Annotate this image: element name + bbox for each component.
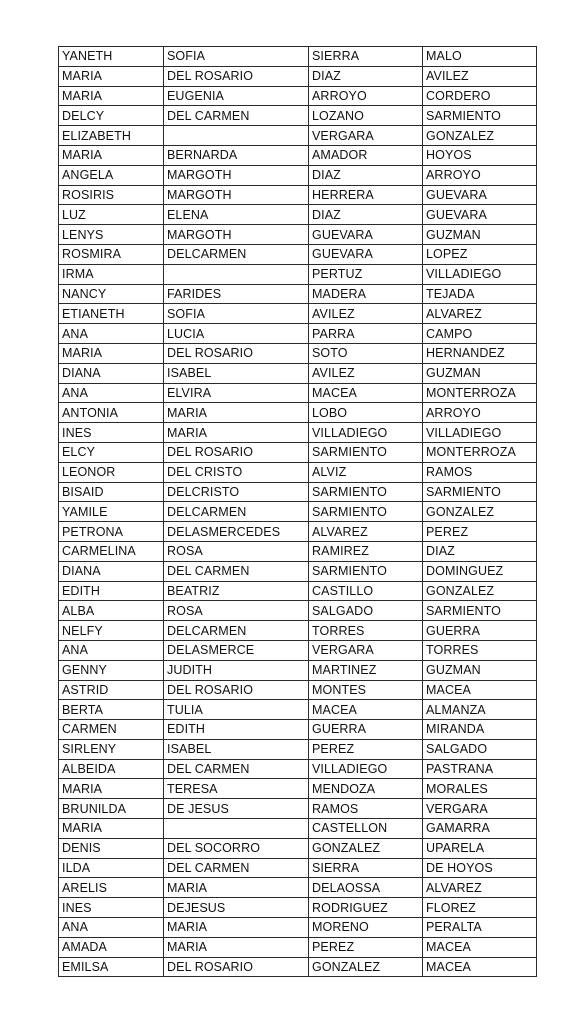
second-surname-cell: VERGARA — [423, 799, 537, 819]
table-row — [59, 304, 537, 324]
first-surname-cell: GUEVARA — [309, 225, 423, 245]
table-row — [59, 759, 537, 779]
first-surname-cell: GONZALEZ — [309, 838, 423, 858]
first-name-cell: DENIS — [59, 838, 164, 858]
second-surname-cell: GONZALEZ — [423, 581, 537, 601]
first-surname-cell: SARMIENTO — [309, 442, 423, 462]
table-row — [59, 541, 537, 561]
table-row — [59, 244, 537, 264]
first-surname-cell: CASTELLON — [309, 819, 423, 839]
first-name-cell: YANETH — [59, 47, 164, 67]
table-row — [59, 86, 537, 106]
first-name-cell: BRUNILDA — [59, 799, 164, 819]
table-row — [59, 185, 537, 205]
first-surname-cell: HERRERA — [309, 185, 423, 205]
second-surname-cell: MORALES — [423, 779, 537, 799]
middle-name-cell: EDITH — [164, 720, 309, 740]
middle-name-cell: DELCARMEN — [164, 621, 309, 641]
table-row — [59, 680, 537, 700]
middle-name-cell: DEL ROSARIO — [164, 66, 309, 86]
middle-name-cell: SOFIA — [164, 47, 309, 67]
table-row — [59, 937, 537, 957]
middle-name-cell: MARIA — [164, 403, 309, 423]
first-name-cell: ANGELA — [59, 165, 164, 185]
first-surname-cell: SOTO — [309, 343, 423, 363]
second-surname-cell: AVILEZ — [423, 66, 537, 86]
first-name-cell: ANA — [59, 324, 164, 344]
first-name-cell: MARIA — [59, 343, 164, 363]
second-surname-cell: GONZALEZ — [423, 502, 537, 522]
second-surname-cell: ARROYO — [423, 403, 537, 423]
middle-name-cell: BEATRIZ — [164, 581, 309, 601]
first-name-cell: CARMEN — [59, 720, 164, 740]
first-name-cell: NANCY — [59, 284, 164, 304]
first-name-cell: ANA — [59, 640, 164, 660]
table-row — [59, 858, 537, 878]
middle-name-cell: DEJESUS — [164, 898, 309, 918]
second-surname-cell: SARMIENTO — [423, 482, 537, 502]
first-surname-cell: MORENO — [309, 918, 423, 938]
first-surname-cell: ARROYO — [309, 86, 423, 106]
first-surname-cell: SIERRA — [309, 47, 423, 67]
middle-name-cell: ELENA — [164, 205, 309, 225]
middle-name-cell: DEL SOCORRO — [164, 838, 309, 858]
second-surname-cell: LOPEZ — [423, 244, 537, 264]
first-surname-cell: SARMIENTO — [309, 482, 423, 502]
middle-name-cell: ROSA — [164, 601, 309, 621]
first-surname-cell: SARMIENTO — [309, 502, 423, 522]
first-name-cell: IRMA — [59, 264, 164, 284]
middle-name-cell: DEL ROSARIO — [164, 957, 309, 977]
first-name-cell: MARIA — [59, 819, 164, 839]
second-surname-cell: DIAZ — [423, 541, 537, 561]
table-row — [59, 838, 537, 858]
table-row — [59, 621, 537, 641]
first-name-cell: PETRONA — [59, 522, 164, 542]
first-surname-cell: MACEA — [309, 383, 423, 403]
first-name-cell: ANA — [59, 383, 164, 403]
first-name-cell: MARIA — [59, 145, 164, 165]
first-name-cell: ANTONIA — [59, 403, 164, 423]
first-name-cell: ILDA — [59, 858, 164, 878]
second-surname-cell: PERALTA — [423, 918, 537, 938]
second-surname-cell: ARROYO — [423, 165, 537, 185]
second-surname-cell: HERNANDEZ — [423, 343, 537, 363]
first-surname-cell: ALVAREZ — [309, 522, 423, 542]
middle-name-cell: SOFIA — [164, 304, 309, 324]
table-row — [59, 106, 537, 126]
middle-name-cell: DEL ROSARIO — [164, 442, 309, 462]
middle-name-cell: DEL CRISTO — [164, 462, 309, 482]
middle-name-cell: DEL CARMEN — [164, 106, 309, 126]
table-row — [59, 918, 537, 938]
first-name-cell: GENNY — [59, 660, 164, 680]
first-name-cell: INES — [59, 423, 164, 443]
first-name-cell: ELCY — [59, 442, 164, 462]
first-surname-cell: ALVIZ — [309, 462, 423, 482]
middle-name-cell: MARIA — [164, 918, 309, 938]
first-name-cell: EMILSA — [59, 957, 164, 977]
middle-name-cell: LUCIA — [164, 324, 309, 344]
first-name-cell: ALBEIDA — [59, 759, 164, 779]
second-surname-cell: MONTERROZA — [423, 383, 537, 403]
second-surname-cell: MACEA — [423, 680, 537, 700]
first-surname-cell: PEREZ — [309, 739, 423, 759]
first-name-cell: LUZ — [59, 205, 164, 225]
second-surname-cell: ALMANZA — [423, 700, 537, 720]
middle-name-cell: DEL CARMEN — [164, 858, 309, 878]
second-surname-cell: GUZMAN — [423, 363, 537, 383]
first-surname-cell: SARMIENTO — [309, 561, 423, 581]
middle-name-cell: MARIA — [164, 878, 309, 898]
table-row — [59, 462, 537, 482]
table-row — [59, 145, 537, 165]
middle-name-cell: ROSA — [164, 541, 309, 561]
table-row — [59, 225, 537, 245]
first-name-cell: MARIA — [59, 66, 164, 86]
middle-name-cell: TERESA — [164, 779, 309, 799]
first-name-cell: DIANA — [59, 561, 164, 581]
first-surname-cell: AMADOR — [309, 145, 423, 165]
first-name-cell: MARIA — [59, 86, 164, 106]
table-row — [59, 502, 537, 522]
first-name-cell: SIRLENY — [59, 739, 164, 759]
second-surname-cell: MALO — [423, 47, 537, 67]
second-surname-cell: SALGADO — [423, 739, 537, 759]
second-surname-cell: TEJADA — [423, 284, 537, 304]
table-row — [59, 561, 537, 581]
table-row — [59, 819, 537, 839]
first-surname-cell: SIERRA — [309, 858, 423, 878]
first-surname-cell: VILLADIEGO — [309, 423, 423, 443]
first-name-cell: CARMELINA — [59, 541, 164, 561]
first-name-cell: BISAID — [59, 482, 164, 502]
second-surname-cell: ALVAREZ — [423, 878, 537, 898]
table-row — [59, 47, 537, 67]
table-row — [59, 581, 537, 601]
first-name-cell: AMADA — [59, 937, 164, 957]
middle-name-cell: BERNARDA — [164, 145, 309, 165]
second-surname-cell: MACEA — [423, 957, 537, 977]
second-surname-cell: VILLADIEGO — [423, 264, 537, 284]
first-name-cell: LENYS — [59, 225, 164, 245]
first-name-cell: ALBA — [59, 601, 164, 621]
table-row — [59, 284, 537, 304]
middle-name-cell: ISABEL — [164, 739, 309, 759]
table-row — [59, 442, 537, 462]
table-row — [59, 640, 537, 660]
middle-name-cell: DELCRISTO — [164, 482, 309, 502]
first-name-cell: YAMILE — [59, 502, 164, 522]
first-surname-cell: MADERA — [309, 284, 423, 304]
table-row — [59, 165, 537, 185]
middle-name-cell: DEL CARMEN — [164, 561, 309, 581]
second-surname-cell: FLOREZ — [423, 898, 537, 918]
middle-name-cell: DELASMERCEDES — [164, 522, 309, 542]
first-surname-cell: LOZANO — [309, 106, 423, 126]
first-surname-cell: MACEA — [309, 700, 423, 720]
first-surname-cell: SALGADO — [309, 601, 423, 621]
middle-name-cell — [164, 819, 309, 839]
middle-name-cell: DEL ROSARIO — [164, 343, 309, 363]
table-row — [59, 343, 537, 363]
first-name-cell: ROSMIRA — [59, 244, 164, 264]
middle-name-cell — [164, 126, 309, 146]
second-surname-cell: PASTRANA — [423, 759, 537, 779]
second-surname-cell: PEREZ — [423, 522, 537, 542]
first-surname-cell: MONTES — [309, 680, 423, 700]
middle-name-cell — [164, 264, 309, 284]
table-row — [59, 264, 537, 284]
first-name-cell: ELIZABETH — [59, 126, 164, 146]
middle-name-cell: MARIA — [164, 423, 309, 443]
table-row — [59, 363, 537, 383]
second-surname-cell: RAMOS — [423, 462, 537, 482]
middle-name-cell: DEL ROSARIO — [164, 680, 309, 700]
table-row — [59, 383, 537, 403]
table-row — [59, 66, 537, 86]
second-surname-cell: GAMARRA — [423, 819, 537, 839]
second-surname-cell: CAMPO — [423, 324, 537, 344]
first-name-cell: MARIA — [59, 779, 164, 799]
first-surname-cell: CASTILLO — [309, 581, 423, 601]
second-surname-cell: ALVAREZ — [423, 304, 537, 324]
table-row — [59, 720, 537, 740]
middle-name-cell: MARGOTH — [164, 185, 309, 205]
middle-name-cell: FARIDES — [164, 284, 309, 304]
first-name-cell: NELFY — [59, 621, 164, 641]
first-name-cell: DELCY — [59, 106, 164, 126]
second-surname-cell: DOMINGUEZ — [423, 561, 537, 581]
second-surname-cell: GUZMAN — [423, 225, 537, 245]
middle-name-cell: ELVIRA — [164, 383, 309, 403]
second-surname-cell: GUEVARA — [423, 185, 537, 205]
first-surname-cell: DELAOSSA — [309, 878, 423, 898]
first-surname-cell: PARRA — [309, 324, 423, 344]
second-surname-cell: MONTERROZA — [423, 442, 537, 462]
second-surname-cell: DE HOYOS — [423, 858, 537, 878]
second-surname-cell: HOYOS — [423, 145, 537, 165]
table-row — [59, 403, 537, 423]
middle-name-cell: EUGENIA — [164, 86, 309, 106]
first-name-cell: ROSIRIS — [59, 185, 164, 205]
middle-name-cell: MARIA — [164, 937, 309, 957]
table-row — [59, 700, 537, 720]
second-surname-cell: UPARELA — [423, 838, 537, 858]
first-name-cell: BERTA — [59, 700, 164, 720]
first-surname-cell: MARTINEZ — [309, 660, 423, 680]
first-name-cell: INES — [59, 898, 164, 918]
first-surname-cell: DIAZ — [309, 165, 423, 185]
second-surname-cell: GUEVARA — [423, 205, 537, 225]
middle-name-cell: DE JESUS — [164, 799, 309, 819]
names-table — [58, 46, 537, 977]
second-surname-cell: MACEA — [423, 937, 537, 957]
names-table-body — [59, 47, 537, 977]
first-surname-cell: RODRIGUEZ — [309, 898, 423, 918]
table-row — [59, 779, 537, 799]
second-surname-cell: GUERRA — [423, 621, 537, 641]
first-name-cell: ASTRID — [59, 680, 164, 700]
first-surname-cell: PEREZ — [309, 937, 423, 957]
first-name-cell: ETIANETH — [59, 304, 164, 324]
middle-name-cell: DEL CARMEN — [164, 759, 309, 779]
table-row — [59, 522, 537, 542]
table-row — [59, 660, 537, 680]
middle-name-cell: MARGOTH — [164, 165, 309, 185]
table-row — [59, 205, 537, 225]
first-name-cell: LEONOR — [59, 462, 164, 482]
table-row — [59, 898, 537, 918]
first-name-cell: DIANA — [59, 363, 164, 383]
middle-name-cell: DELASMERCE — [164, 640, 309, 660]
first-surname-cell: LOBO — [309, 403, 423, 423]
first-surname-cell: PERTUZ — [309, 264, 423, 284]
first-surname-cell: MENDOZA — [309, 779, 423, 799]
first-name-cell: ANA — [59, 918, 164, 938]
first-surname-cell: DIAZ — [309, 66, 423, 86]
second-surname-cell: GUZMAN — [423, 660, 537, 680]
middle-name-cell: DELCARMEN — [164, 502, 309, 522]
middle-name-cell: TULIA — [164, 700, 309, 720]
second-surname-cell: VILLADIEGO — [423, 423, 537, 443]
second-surname-cell: GONZALEZ — [423, 126, 537, 146]
first-surname-cell: TORRES — [309, 621, 423, 641]
middle-name-cell: ISABEL — [164, 363, 309, 383]
middle-name-cell: JUDITH — [164, 660, 309, 680]
table-row — [59, 878, 537, 898]
second-surname-cell: MIRANDA — [423, 720, 537, 740]
second-surname-cell: TORRES — [423, 640, 537, 660]
first-surname-cell: AVILEZ — [309, 363, 423, 383]
first-name-cell: ARELIS — [59, 878, 164, 898]
second-surname-cell: CORDERO — [423, 86, 537, 106]
first-name-cell: EDITH — [59, 581, 164, 601]
table-row — [59, 957, 537, 977]
table-row — [59, 423, 537, 443]
table-row — [59, 324, 537, 344]
first-surname-cell: VERGARA — [309, 640, 423, 660]
second-surname-cell: SARMIENTO — [423, 106, 537, 126]
first-surname-cell: GUERRA — [309, 720, 423, 740]
first-surname-cell: VILLADIEGO — [309, 759, 423, 779]
first-surname-cell: DIAZ — [309, 205, 423, 225]
names-sheet — [58, 46, 536, 977]
first-surname-cell: AVILEZ — [309, 304, 423, 324]
first-surname-cell: VERGARA — [309, 126, 423, 146]
first-surname-cell: GUEVARA — [309, 244, 423, 264]
table-row — [59, 739, 537, 759]
table-row — [59, 126, 537, 146]
table-row — [59, 482, 537, 502]
table-row — [59, 601, 537, 621]
middle-name-cell: DELCARMEN — [164, 244, 309, 264]
table-row — [59, 799, 537, 819]
middle-name-cell: MARGOTH — [164, 225, 309, 245]
second-surname-cell: SARMIENTO — [423, 601, 537, 621]
first-surname-cell: RAMIREZ — [309, 541, 423, 561]
first-surname-cell: RAMOS — [309, 799, 423, 819]
first-surname-cell: GONZALEZ — [309, 957, 423, 977]
